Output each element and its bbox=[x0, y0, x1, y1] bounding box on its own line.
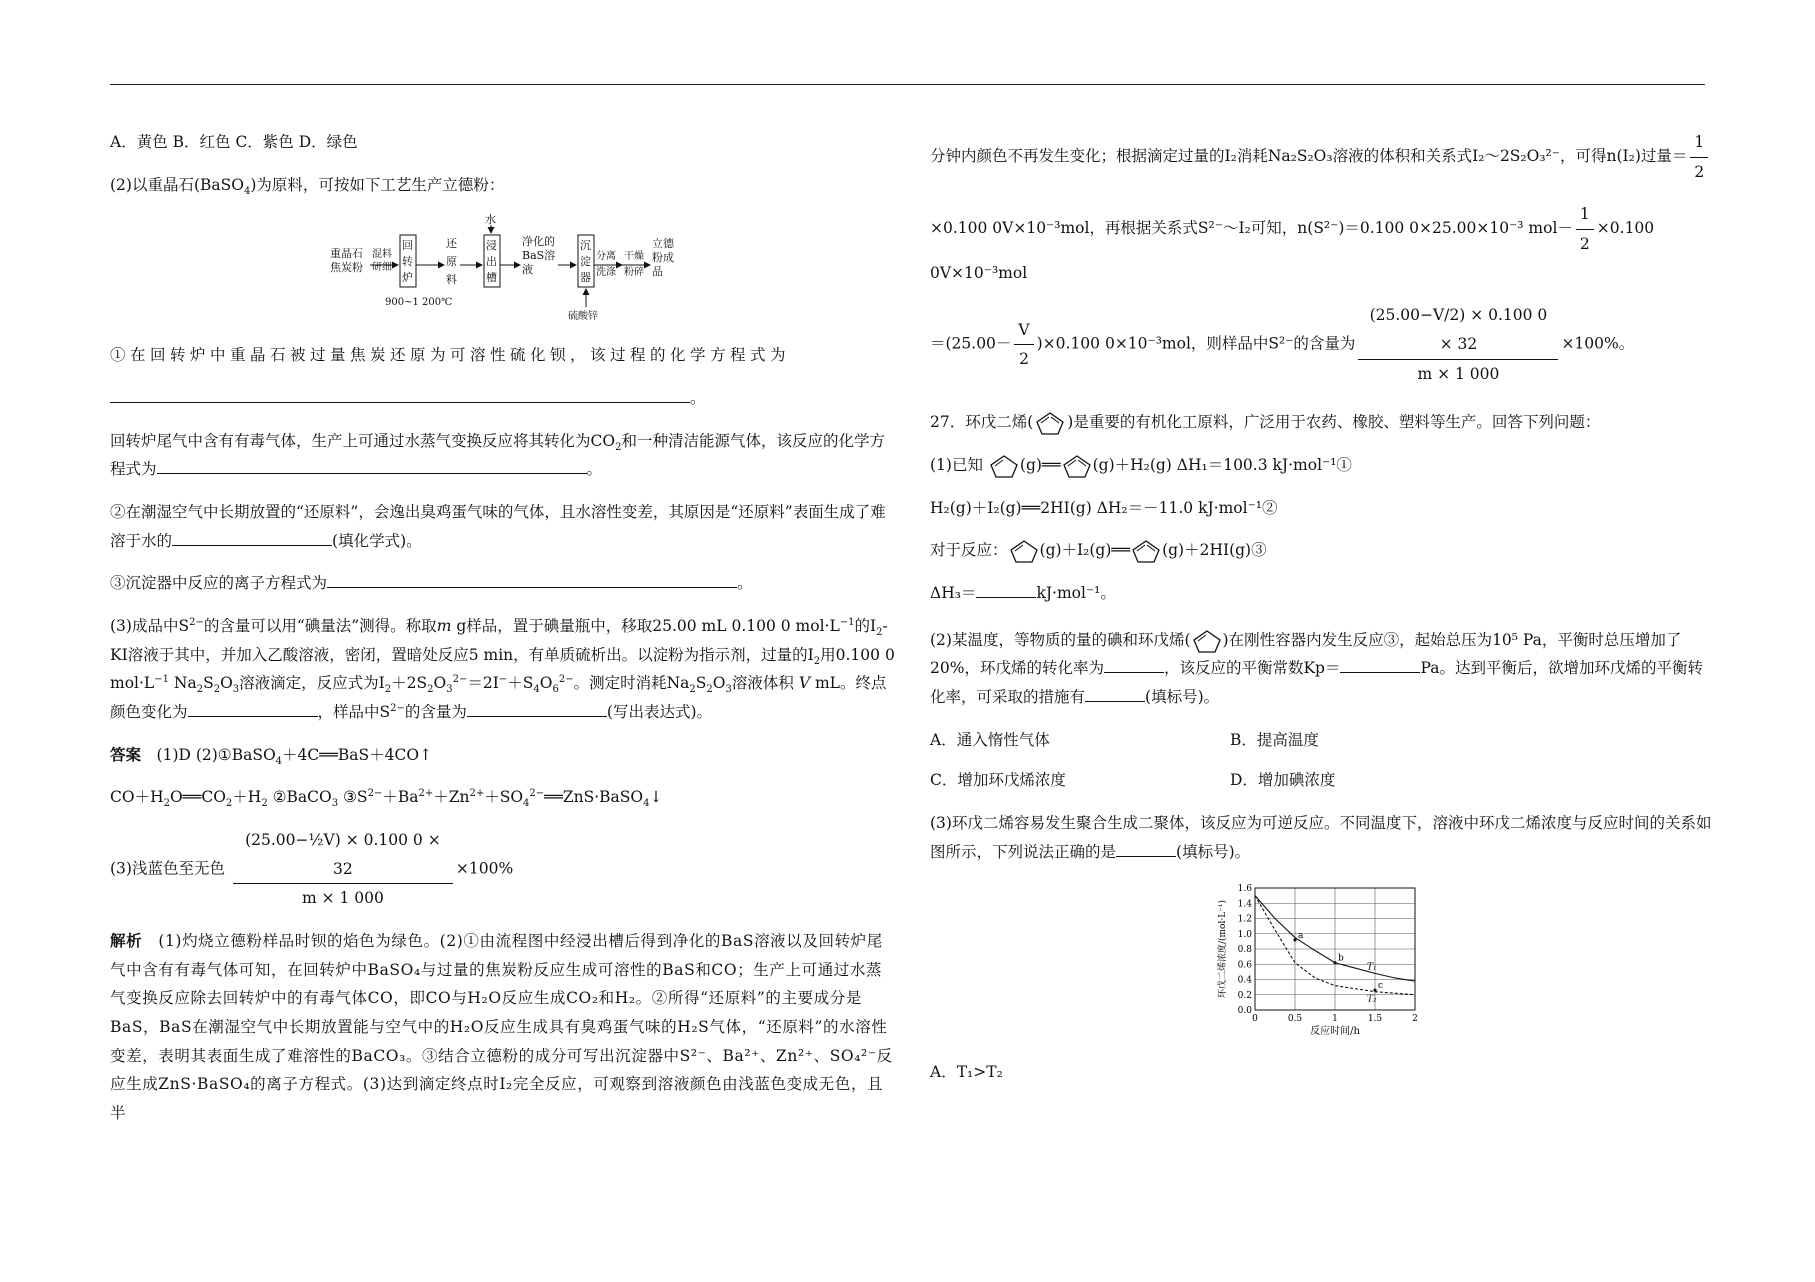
data-point bbox=[1293, 939, 1296, 942]
y-tick-label: 0.0 bbox=[1237, 1006, 1252, 1017]
x-tick-label: 0.5 bbox=[1287, 1014, 1303, 1025]
q27-intro: 27．环戊二烯( )是重要的有机化工原料，广泛用于农药、橡胶、塑料等生产。回答下列问题： bbox=[930, 408, 1715, 437]
process-flow-diagram bbox=[110, 213, 895, 323]
svg-text:器: 器 bbox=[580, 271, 591, 285]
y-tick-label: 1.4 bbox=[1237, 899, 1252, 910]
svg-text:料: 料 bbox=[446, 273, 457, 287]
x-axis-label: 反应时间/h bbox=[1310, 1026, 1360, 1038]
svg-text:粉碎: 粉碎 bbox=[624, 267, 644, 279]
point-label: c bbox=[1378, 981, 1384, 992]
option-d: D．增加碘浓度 bbox=[1230, 771, 1336, 790]
option-c: C．增加环戊烯浓度 bbox=[930, 771, 1066, 790]
last-option: A．T₁>T₂ bbox=[930, 1063, 1003, 1082]
answer-line1: 答案 (1)D (2)①BaSO$_4$＋4C══BaS＋4CO↑ bbox=[110, 744, 433, 767]
svg-text:研细: 研细 bbox=[372, 262, 392, 274]
q2-2: ②在潮湿空气中长期放置的“还原料”，会逸出臭鸡蛋气味的气体，且水溶性变差，其原因是“还原料”表面生成了难溶于水的 (填化学式)。 bbox=[110, 503, 886, 550]
svg-text:槽: 槽 bbox=[486, 271, 497, 285]
answer-line3: (3)浅蓝色至无色 $\frac{\text{(25.00−½V) × 0.100 0 × 32}}{m \times 1 000}$ ×100% bbox=[110, 826, 895, 913]
flow-znso4: 硫酸锌 bbox=[568, 311, 598, 323]
y-axis-label: 环戊二烯浓度/(mol·L⁻¹) bbox=[1218, 900, 1228, 999]
series-label: T₂ bbox=[1367, 995, 1377, 1006]
cyclopentene-icon bbox=[1191, 628, 1223, 654]
flow-raw1: 重晶石 bbox=[330, 247, 363, 261]
svg-text:净化的: 净化的 bbox=[522, 235, 555, 249]
q27-1-line2: H₂(g)＋I₂(g)══2HI(g) ΔH₂＝－11.0 kJ·mol⁻¹② bbox=[930, 498, 1278, 517]
answer-fraction: $\frac{\text{(25.00−½V) × 0.100 0 × 32}}{m \times 1 000}$ bbox=[233, 826, 453, 913]
option-b: B．提高温度 bbox=[1230, 730, 1319, 749]
data-point bbox=[1333, 962, 1336, 965]
svg-text:炉: 炉 bbox=[402, 271, 413, 285]
fraction-half: $\frac{1}{2}$ bbox=[1690, 128, 1708, 186]
svg-text:品: 品 bbox=[652, 265, 663, 279]
cyclopentadiene-icon bbox=[1130, 538, 1162, 564]
q27-1-line1: (1)已知 (g)══ (g)＋H₂(g) ΔH₁＝100.3 kJ·mol⁻¹① bbox=[930, 451, 1715, 480]
q27-2: (2)某温度，等物质的量的碘和环戊烯( )在刚性容器内发生反应③，起始总压为10⁵ Pa，平衡时总压增加了20%，环戊烯的转化率为 ，该反应的平衡常数Kp＝ Pa。达到平衡后，欲增加环戊烯的平衡转化率，可采取的措施有 (填标号)。 bbox=[930, 626, 1715, 712]
q2-1b: 回转炉尾气中含有有毒气体，生产上可通过水蒸气变换反应将其转化为$CO_2$和一种清洁能源气体，该反应的化学方程式为 。 bbox=[110, 431, 885, 479]
svg-text:出: 出 bbox=[486, 255, 497, 269]
svg-text:立德: 立德 bbox=[652, 237, 674, 251]
q3: (3)成品中$S^{2-}$的含量可以用“碘量法”测得。称取m g样品，置于碘量瓶中，移取25.00 mL 0.100 0 $mol\cdot L^{-1}$的$I_2-KI$溶液于其中，并加入乙酸溶液，密闭，置暗处反应5 min，有单质硫析出。以淀粉为指示剂，过量的$I_2$用0.100 0 $mol\cdot L^{-1}$ $Na_2S_2O_3$溶液滴定，反应式为$I_2+2S_2O_3^{2-}=2I^-+S_4O_6^{2-}$。测定时消耗$Na_2S_2O_3$溶液体积 V mL。终点颜色变化为 ，样品中$S^{2-}$的含量为 (写出表达式)。 bbox=[110, 616, 895, 722]
q27-1-line3: 对于反应： (g)＋I₂(g)══ (g)＋2HI(g)③ bbox=[930, 536, 1715, 565]
right-column bbox=[930, 128, 1715, 1101]
y-tick-label: 1.0 bbox=[1237, 930, 1252, 941]
explanation: 解析 (1)灼烧立德粉样品时钡的焰色为绿色。(2)①由流程图中经浸出槽后得到净化的BaS溶液以及回转炉尾气中含有有毒气体可知，在回转炉中BaSO₄与过量的焦炭粉反应生成可溶性的BaS和CO；生产上可通过水蒸气变换反应除去回转炉中的有毒气体CO，即CO与H₂O反应生成CO₂和H₂。②所得“还原料”的主要成分是BaS，BaS在潮湿空气中长期放置能与空气中的H₂O反应生成具有臭鸡蛋气味的H₂S气体，“还原料”的水溶性变差，表明其表面生成了难溶性的BaCO₃。③结合立德粉的成分可写出沉淀器中S²⁻、Ba²⁺、Zn²⁺、SO₄²⁻反应生成ZnS·BaSO₄的离子方程式。(3)达到滴定终点时I₂完全反应，可观察到溶液颜色由浅蓝色变成无色，且半 bbox=[110, 931, 893, 1123]
y-tick-label: 0.8 bbox=[1237, 945, 1252, 956]
q27-3: (3)环戊二烯容易发生聚合生成二聚体，该反应为可逆反应。不同温度下，溶液中环戊二烯浓度与反应时间的关系如图所示，下列说法正确的是 (填标号)。 bbox=[930, 814, 1712, 861]
x-tick-label: 0 bbox=[1252, 1014, 1258, 1025]
header-rule bbox=[110, 84, 1705, 85]
content-fraction: $\frac{(25.00-V/2) \times 0.100 0 \times 32}{m \times 1 000}$ bbox=[1358, 301, 1558, 388]
y-tick-label: 1.2 bbox=[1237, 914, 1252, 925]
data-point bbox=[1373, 989, 1376, 992]
y-tick-label: 0.4 bbox=[1237, 975, 1252, 986]
option-a: A．通入惰性气体 bbox=[930, 730, 1050, 749]
flow-water: 水 bbox=[485, 213, 496, 227]
flow-raw2: 焦炭粉 bbox=[330, 261, 363, 275]
svg-text:回: 回 bbox=[402, 239, 413, 253]
right-line3: ＝(25.00－ $\frac{V}{2}$ )×0.100 0×10⁻³mol，则样品中S²⁻的含量为 $\frac{(25.00-V/2) \times 0.100 0 \times 32}{m \times 1 000}$ ×100%。 bbox=[930, 301, 1715, 388]
point-label: b bbox=[1338, 954, 1344, 965]
concentration-time-chart bbox=[1215, 880, 1435, 1040]
x-tick-label: 2 bbox=[1412, 1014, 1418, 1025]
y-tick-label: 0.2 bbox=[1237, 991, 1252, 1002]
svg-text:沉: 沉 bbox=[580, 239, 591, 253]
svg-text:原: 原 bbox=[446, 255, 457, 269]
svg-text:干燥: 干燥 bbox=[624, 251, 644, 263]
svg-text:BaS溶: BaS溶 bbox=[522, 249, 556, 263]
y-tick-label: 0.6 bbox=[1237, 960, 1252, 971]
q27-2-options-row1 bbox=[930, 726, 1715, 755]
svg-text:洗涤: 洗涤 bbox=[596, 267, 616, 279]
svg-text:浸: 浸 bbox=[486, 239, 497, 253]
cyclopentadiene-icon bbox=[1061, 453, 1093, 479]
right-line1: 分钟内颜色不再发生变化；根据滴定过量的I₂消耗Na₂S₂O₃溶液的体积和关系式I₂～2S₂O₃²⁻，可得n(I₂)过量＝ $\frac{1}{2}$ bbox=[930, 128, 1715, 186]
q27-1-line4: ΔH₃＝ kJ·mol⁻¹。 bbox=[930, 584, 1116, 603]
q2-intro: (2)以重晶石(BaSO$_4$)为原料，可按如下工艺生产立德粉： bbox=[110, 175, 505, 197]
cyclopentene-icon bbox=[988, 453, 1020, 479]
y-tick-label: 1.6 bbox=[1237, 884, 1252, 895]
right-line2: ×0.100 0V×10⁻³mol，再根据关系式S²⁻～I₂可知，n(S²⁻)＝0.100 0×25.00×10⁻³ mol－ $\frac{1}{2}$ ×0.100 0V×10⁻³mol bbox=[930, 200, 1715, 287]
cyclopentene-icon bbox=[1008, 538, 1040, 564]
x-tick-label: 1 bbox=[1332, 1014, 1338, 1025]
svg-text:液: 液 bbox=[522, 263, 533, 277]
q2-3: ③沉淀器中反应的离子方程式为 。 bbox=[110, 574, 753, 593]
svg-text:还: 还 bbox=[446, 237, 457, 251]
series-label: T₁ bbox=[1367, 962, 1377, 973]
cyclopentadiene-icon bbox=[1033, 410, 1067, 436]
q1-options: A．黄色 B．红色 C．紫色 D．绿色 bbox=[110, 133, 358, 151]
svg-text:粉成: 粉成 bbox=[652, 251, 674, 265]
flow-temp: 900~1 200℃ bbox=[385, 297, 453, 309]
svg-text:淀: 淀 bbox=[580, 255, 591, 269]
q2-1-blank: 。 bbox=[110, 384, 895, 413]
left-column bbox=[110, 128, 895, 1142]
q27-2-options-row2 bbox=[930, 766, 1715, 795]
answer-line2: $CO+H_2O══CO_2+H_2$ ②BaCO$_3$ $③S^{2-}+Ba^{2+}+Zn^{2+}+SO_4^{2-}══ZnS\cdot BaSO_4↓$ bbox=[110, 788, 663, 810]
x-tick-label: 1.5 bbox=[1367, 1014, 1383, 1025]
flow-mix: 混料 bbox=[372, 249, 392, 261]
point-label: a bbox=[1298, 931, 1304, 942]
svg-text:分离: 分离 bbox=[596, 251, 616, 263]
svg-text:转: 转 bbox=[402, 255, 413, 269]
q2-1: ①在回转炉中重晶石被过量焦炭还原为可溶性硫化钡，该过程的化学方程式为 bbox=[110, 346, 791, 365]
